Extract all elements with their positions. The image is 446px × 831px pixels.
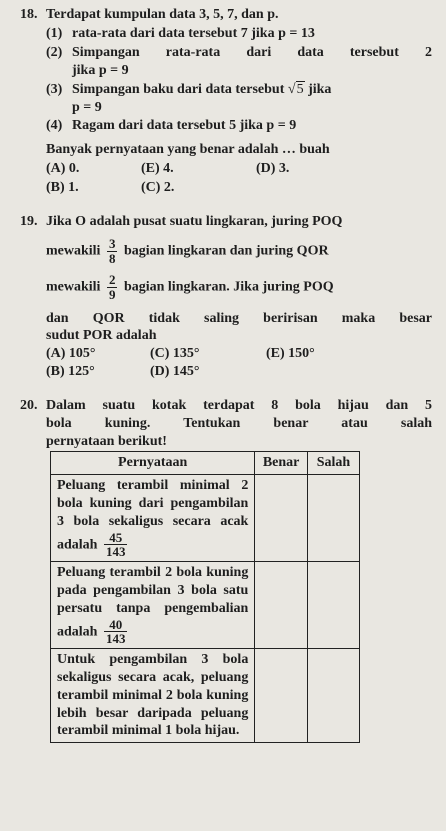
option-c: (C) 135° [150,346,200,362]
question-text: dan QOR tidak saling beririsan maka besar [46,310,432,326]
question-text: bola kuning. Tentukan benar atau salah [46,416,432,432]
fraction-numerator: 45 [104,531,128,546]
statement-cell: Untuk pengambilan 3 bola sekaligus secara acak, peluang terambil minimal 2 bola kuning lebih besar daripada peluang terambil minimal 1 bola hijau. [51,648,255,743]
question-number: 20. [20,398,38,414]
option-a: (A) 105° [46,346,96,362]
question-text: sudut POR adalah [46,328,157,344]
question-text: pernyataan berikut! [46,433,167,449]
statement-4 [46,117,432,135]
table-row [51,648,360,743]
answer-options [46,160,432,178]
option-d: (D) 145° [150,364,200,380]
sqrt-expression: √5 [287,81,304,97]
statement-text: Ragam dari data tersebut 5 jika p = 9 [72,118,297,134]
fraction-denominator: 9 [108,286,116,302]
question-text-line [46,237,432,265]
statement-text: Peluang terambil minimal 2 bola kuning dari pengambilan 3 bola sekaligus secara acak adalah [57,477,249,552]
question-number: 19. [20,214,38,230]
statement-text: jika p = 9 [72,62,129,78]
option-b: (B) 125° [46,364,95,380]
question-19 [20,213,432,381]
false-answer-cell[interactable] [307,648,359,743]
fraction-numerator: 40 [104,618,128,633]
true-answer-cell[interactable] [255,474,308,561]
header-true: Benar [255,451,308,474]
text-segment: bagian lingkaran. Jika juring POQ [123,279,334,295]
fraction-numerator: 3 [108,235,116,251]
statement-number: (2) [46,44,63,60]
option-empty [266,363,366,381]
fraction-denominator: 143 [105,544,126,560]
true-answer-cell[interactable] [255,648,308,743]
fraction-denominator: 143 [105,631,126,647]
option-empty [256,179,356,197]
option-d: (C) 2. [141,180,175,196]
answer-options [46,363,432,381]
fraction-40-143 [104,618,128,646]
question-20 [20,397,432,743]
header-statement: Pernyataan [51,451,255,474]
header-false: Salah [307,451,359,474]
answer-options [46,345,432,363]
answer-options [46,179,432,197]
question-18 [20,6,432,197]
question-text-line [46,273,432,301]
text-segment: mewakili [46,243,101,259]
statement-2 [46,44,432,80]
table-row [51,561,360,648]
statement-1 [46,25,432,43]
fraction-numerator: 2 [108,272,116,288]
option-a: (A) 0. [46,161,80,177]
statement-number: (1) [46,25,63,41]
statement-text: Simpangan baku dari data tersebut [72,81,285,97]
statement-cell [51,561,255,648]
statement-text: Peluang terambil 2 bola kuning pada pengambilan 3 bola satu persatu tanpa pengembalian adalah [57,564,249,639]
false-answer-cell[interactable] [307,561,359,648]
question-intro: Terdapat kumpulan data 3, 5, 7, dan p. [46,7,279,22]
option-b: (B) 1. [46,180,79,196]
option-e: (D) 3. [256,161,290,177]
question-text: Jika O adalah pusat suatu lingkaran, juring POQ [46,214,343,230]
fraction-3-8 [107,237,118,265]
fraction-2-9 [107,273,118,301]
table-row [51,474,360,561]
statement-3 [46,81,432,117]
statement-text: rata-rata dari data tersebut 7 jika p = 13 [72,25,315,41]
fraction-45-143 [104,531,128,559]
statement-cell [51,474,255,561]
statement-text: Simpangan rata-rata dari data tersebut 2 [72,44,432,60]
option-c: (E) 4. [141,161,174,177]
question-number: 18. [20,7,38,22]
question-text: Dalam suatu kotak terdapat 8 bola hijau dan 5 [46,398,432,414]
text-segment: bagian lingkaran dan juring QOR [123,243,329,259]
statement-number: (4) [46,118,63,134]
false-answer-cell[interactable] [307,474,359,561]
true-false-table [50,451,360,743]
true-answer-cell[interactable] [255,561,308,648]
question-prompt: Banyak pernyataan yang benar adalah … buah [46,142,330,158]
statement-text: p = 9 [72,99,102,115]
table-header-row [51,451,360,474]
option-e: (E) 150° [266,346,315,362]
fraction-denominator: 8 [108,250,116,266]
sqrt-radicand: 5 [296,81,304,97]
text-segment: mewakili [46,279,101,295]
statement-number: (3) [46,81,63,97]
statement-text: jika [308,81,332,97]
